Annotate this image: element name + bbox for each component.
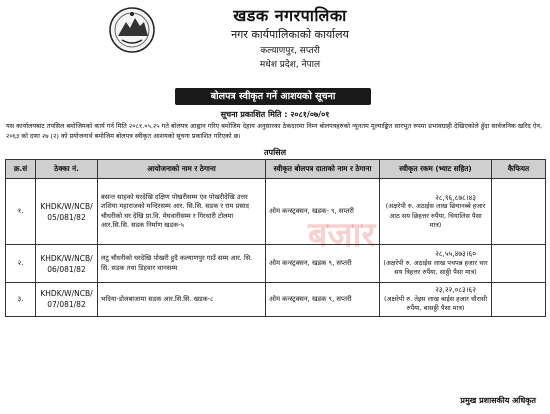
office-name: नगर कार्यपालिकाको कार्यालय (231, 28, 349, 41)
cell-sn: २. (6, 245, 36, 283)
cell-sn: ३. (6, 283, 36, 317)
notice-body: यस कार्यालयबाट तपसिल बमोजिमको कार्य गर्न मिति २०८१.०५.२५ गते बोलपत्र आह्वान गरिए बमोजिम देहाय अनुसारका ठेकदारमा निम्न बोलपत्रहरुको न्यूनतम मूल्याङ्कित सारभूत रुपमा प्रभावग्राही देखिएकोले हुँदा सार्वजनिक खरिद ऐन, २०६३ को दफा २७ (२) को प्रयोजनार्थ बमोजिम बोलपत्र स्वीकृत आशयको सूचना प्रकाशित गरिएको छ। (6, 122, 542, 140)
cell-bidder: ओम कन्स्ट्रक्सन, खडक ९, सप्तरी (266, 245, 380, 283)
notice-banner: बोलपत्र स्वीकृत गर्ने आशयको सूचना (175, 88, 371, 105)
table-row (6, 245, 546, 283)
col-header-bidder: स्वीकृत बोलपत्र दाताको नाम र ठेगाना (266, 160, 380, 179)
cell-project: बसन्त साहको घरदेखि दक्षिण पोखरीसम्म एव पोखरीदेखि उत्तर शशिया महाराजको मन्दिरसम्म आर. सि.सि. सडक र राम प्रसाद चौधरीको घर देखि प्रा.वि. मेघवारीसम्म र गिरधारी टोलमा आर.सि.सि. सडक निर्माण खडक-५ (98, 179, 266, 245)
amount-figure: २३,२२,०८३।६२ (435, 285, 476, 294)
col-header-sn: क्र.सं (6, 160, 36, 179)
table-row (6, 179, 546, 245)
province-name: मधेश प्रदेश, नेपाल (259, 60, 321, 70)
col-header-remarks: कैफियत (492, 160, 546, 179)
cell-remarks (492, 245, 546, 283)
amount-words: (अक्षरेपी रु. अठाईस लाख पचपन्न हजार चार सय त्रिहत्तर रुपैंया, साठ्ठी पैसा मात्र) (383, 258, 488, 277)
table-title: तपसिल (263, 148, 286, 157)
cell-contract-no: KHDK/W/NCB/ 07/081/82 (36, 283, 98, 317)
award-table (5, 159, 546, 317)
cell-remarks (492, 283, 546, 317)
cell-contract-no: KHDK/W/NCB/ 05/081/82 (36, 179, 98, 245)
cell-project: लटु चौधरीको घरदेखि पोखरी हुदै कल्याणपुर गाउँ सम्म आर. सि. सि. सडक तथा डिहवार थानसम्म (98, 245, 266, 283)
col-header-project: आयोजनाको नाम र ठेगाना (98, 160, 266, 179)
col-header-amount: स्वीकृत रकम (भ्याट सहित) (380, 160, 492, 179)
cell-amount (380, 179, 492, 245)
cell-amount (380, 283, 492, 317)
col-header-contract: ठेक्का नं. (36, 160, 98, 179)
watermark-logo: बजार (308, 215, 376, 255)
cell-bidder: ओम कन्स्ट्रक्सन, खडक- ९, सप्तरी (266, 179, 380, 245)
cell-bidder: ओम कन्स्ट्रक्सन, खडक ९, सप्तरी (266, 283, 380, 317)
cell-contract-no: KHDK/W/NCB/ 06/081/82 (36, 245, 98, 283)
table-row (6, 283, 546, 317)
amount-figure: २८,५५,४७३।६० (435, 249, 476, 259)
nepal-emblem-icon (108, 6, 156, 54)
municipality-title: खडक नगरपालिका (233, 6, 347, 25)
office-address: कल्याणपुर, सप्तरी (260, 46, 320, 56)
cell-project: भदिया-डोलबाजामा सडक आर.सि.सि. खडक-८ (98, 283, 266, 317)
amount-words: (अक्षरेपी रु. तेइस लाख बाईस हजार चौरासी रुपैंया, बासठ्ठी पैसा मात्र) (383, 294, 488, 312)
amount-figure: २८,९६,८७८।४३ (435, 192, 476, 202)
signatory-title: प्रमुख प्रशासकीय अधिकृत (460, 396, 536, 405)
cell-remarks (492, 179, 546, 245)
table-header-row (6, 160, 546, 179)
amount-words: (अक्षरेपी रु. अठाईस लाख छियानब्बे हजार आठ सय छिहत्तर रुपैंया, चियालिस पैसा मात्र) (385, 202, 486, 229)
cell-sn: १. (6, 179, 36, 245)
cell-amount (380, 245, 492, 283)
publish-date: सूचना प्रकाशित मिति : २०८१/०७/०१ (220, 110, 330, 119)
